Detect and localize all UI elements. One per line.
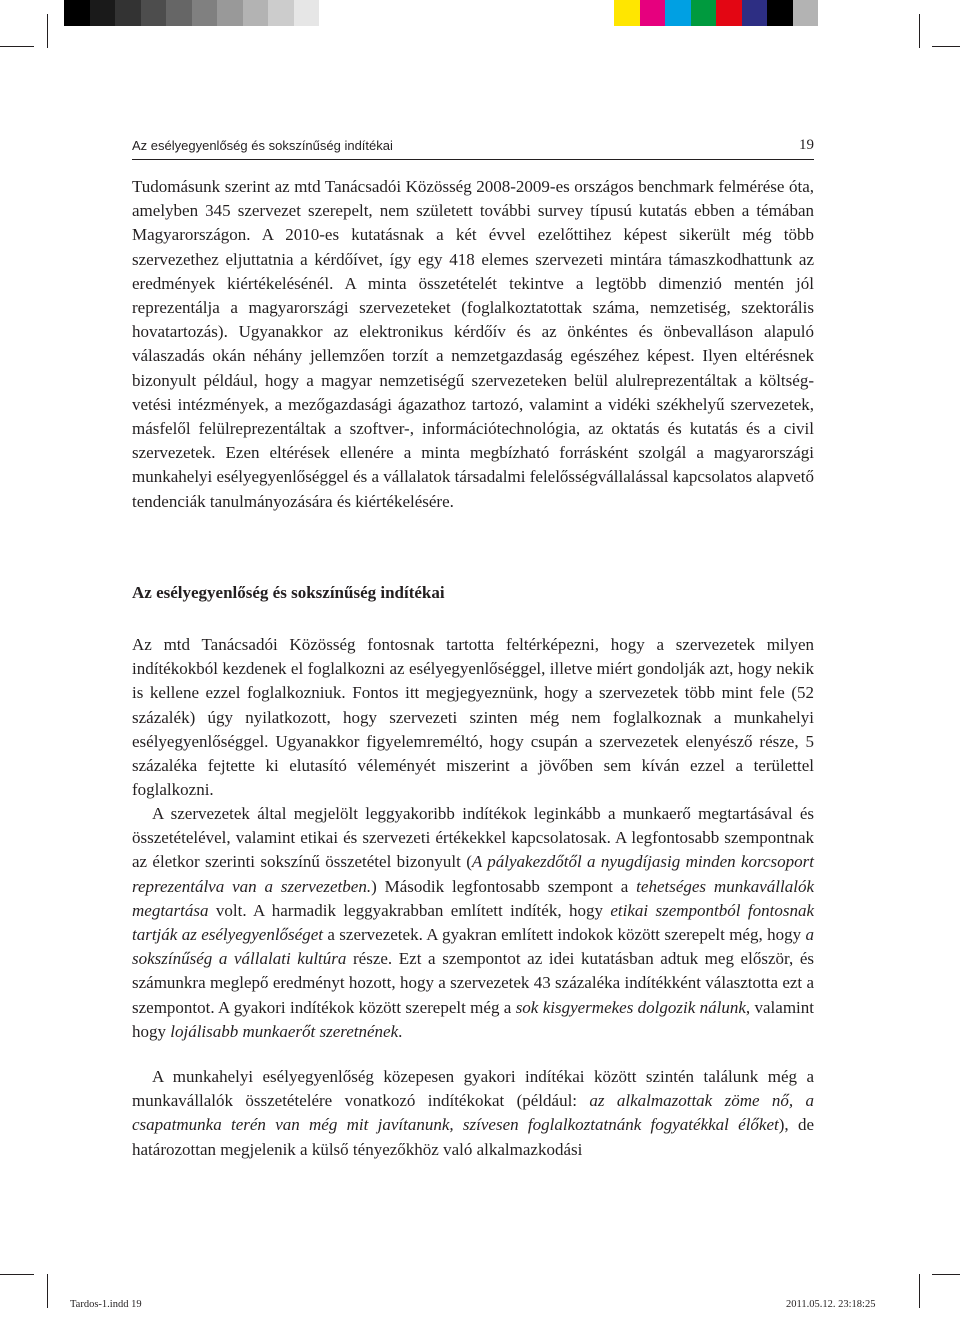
page-number: 19 xyxy=(799,137,814,153)
gray-swatch xyxy=(166,0,192,26)
slug-timestamp: 2011.05.12. 23:18:25 xyxy=(786,1299,876,1310)
color-swatch xyxy=(716,0,742,26)
para3-text-run: ) Második legfontosabb szempont a xyxy=(371,876,637,896)
grayscale-color-bar xyxy=(64,0,319,26)
para3-italic-run: a sokszínűség a vállalati kultúra xyxy=(132,925,814,969)
crop-mark-bottom-left xyxy=(47,1274,48,1308)
color-swatch xyxy=(844,0,870,26)
gray-swatch xyxy=(243,0,269,26)
para4-text-run: ), de határozottan megjelenik a külső tényezőkhöz való alkalmazkodási xyxy=(132,1115,814,1159)
para3-italic-run: lojálisabb munkaerőt szeretnének xyxy=(170,1021,399,1041)
para3-text-run: . xyxy=(398,1021,403,1041)
crop-mark-bottom-right xyxy=(919,1274,920,1308)
color-swatch xyxy=(767,0,793,26)
color-swatch xyxy=(640,0,666,26)
para4-text-run: A munkahelyi esélyegyenlőség közepesen gyakori indítékai között szintén találunk még a munkavállalók összetételére vonatkozó indítékokat (például: xyxy=(132,1067,814,1111)
intro-paragraph: Tudomásunk szerint az mtd Tanácsadói Közösség 2008-2009-es országos benchmark felmérése óta, amelyben 345 szervezet szerepelt, nem született további survey típusú kutatás ebben a témában Magyarországon. A 2010-es kutatásnak a két évvel ezelőttihez képest sikerült még több szervezethez eljuttatnia a kérdőívet, így egy 418 elemes szervezeti mintára támaszkodhattunk az eredmények kiértékelésénél. A minta összetételét tekintve a legtöbb dimenzió mentén jól reprezentálja a magyarországi szervezeteket (foglalkoztatottak száma, nemzetiség, szektorális hovatartozás). Ugyanakkor az elektronikus kérdőív és az önkéntes és önbevalláson alapuló válaszadás okán néhány jellemzően torzít a nemzetgazdaság egészéhez képest. Ilyen eltérésnek bizonyult például, hogy a magyar nemzetiségű szervezeteken belül alulreprezentáltak a költségvetési intézmények, a mezőgazdasági ágazathoz tartozó, valamint a vidéki székhelyű szervezetek, másfelől felülreprezentáltak a szoftver-, információtechnológia, az oktatás és kutatás és a civil szervezetek. Ezen eltérések ellenére a minta megbízható forrásként szolgál a magyarországi munkahelyi esélyegyenlőséggel és a vállalatok társadalmi felelősségvállalással kapcsolatos alapvető tendenciák tanulmányozására és kiértékelésére. xyxy=(132,177,814,511)
color-swatch xyxy=(742,0,768,26)
gray-swatch xyxy=(90,0,116,26)
color-swatch xyxy=(793,0,819,26)
section-title: Az esélyegyenlőség és sokszínűség indítékai xyxy=(132,583,445,602)
gray-swatch xyxy=(294,0,320,26)
para3-text-run: , valamint hogy xyxy=(132,997,814,1041)
gray-swatch xyxy=(141,0,167,26)
gray-swatch xyxy=(115,0,141,26)
para3-italic-run: etikai szempontból fontosnak tartják az esélyegyenlőséget xyxy=(132,900,814,945)
gray-swatch xyxy=(268,0,294,26)
running-title: Az esélyegyenlőség és sokszínűség indítékai xyxy=(132,138,393,153)
crop-mark-bottom-right-h xyxy=(932,1274,960,1275)
para3-text-run: a szervezetek. A gyakran említett indokok között szerepelt még, hogy xyxy=(322,925,806,945)
gray-swatch xyxy=(192,0,218,26)
color-swatch xyxy=(818,0,844,26)
color-swatch xyxy=(691,0,717,26)
color-swatch xyxy=(665,0,691,26)
crop-mark-top-left xyxy=(47,14,48,48)
para3-text-run: része. Ezt a szempontot az idei kutatásban adtuk meg először, és számunkra meglepő eredményt hozott, hogy a szervezetek 43 százaléka indítékként választotta ezt a szempontot. A gyakori indítékok között szerepelt még a xyxy=(132,949,814,1017)
para3-italic-run: A pályakezdőtől a nyugdíjasig minden korcsoport reprezentálva van a szervezetben. xyxy=(132,852,814,896)
process-color-bar xyxy=(614,0,869,26)
para3-text-run: volt. A harmadik leggyakrabban említett indíték, hogy xyxy=(208,900,611,920)
crop-mark-bottom-left-h xyxy=(0,1274,34,1275)
para3-text-run: A szervezetek által megjelölt leggyakoribb indítékok leginkább a munkaerő megtartásával és összetételével, valamint etikai és szervezeti értékekkel kapcsolatosak. A legfontosabb szempontnak az életkor szerinti sokszínű összetétel bizonyult ( xyxy=(132,804,814,872)
paragraph-motives-overview: Az mtd Tanácsadói Közösség fontosnak tartotta feltérképezni, hogy a szervezetek milyen indítékokból kezdenek el foglalkozni az esélyegyenlőséggel, illetve miért gondolják azt, hogy nekik is kellene ezzel foglalkozniuk. Fontos itt megjegyeznünk, hogy a szervezetek több mint fele (52 százalék) úgy nyilatkozott, hogy szervezeti szinten még nem foglalkoznak a munkahelyi esélyegyenlőséggel. Ugyanakkor figyelemreméltó, hogy csupán a szervezetek elenyésző része, 5 százaléka fejtette ki elutasító véleményét miszerint a jövőben sem kíván ezzel a területtel foglalkozni. xyxy=(132,635,814,800)
paragraph-frequent-motives xyxy=(132,802,814,1044)
slug-file-label: Tardos-1.indd 19 xyxy=(70,1299,142,1310)
para3-italic-run: tehetséges munkavállalók megtartása xyxy=(132,876,814,920)
gray-swatch xyxy=(64,0,90,26)
para3-italic-run: sok kisgyermekes dolgozik nálunk xyxy=(515,997,746,1017)
running-header xyxy=(132,135,814,160)
paragraph-medium-motives xyxy=(132,1065,814,1162)
color-swatch xyxy=(614,0,640,26)
crop-mark-top-left-h xyxy=(0,46,34,47)
crop-mark-top-right xyxy=(919,14,920,48)
gray-swatch xyxy=(217,0,243,26)
crop-mark-top-right-h xyxy=(932,46,960,47)
para4-italic-run: az alkalmazottak zöme nő, a csapatmunka terén van még mit javítanunk, szívesen foglalkoztatnánk fogyatékkal élőket xyxy=(132,1091,814,1135)
